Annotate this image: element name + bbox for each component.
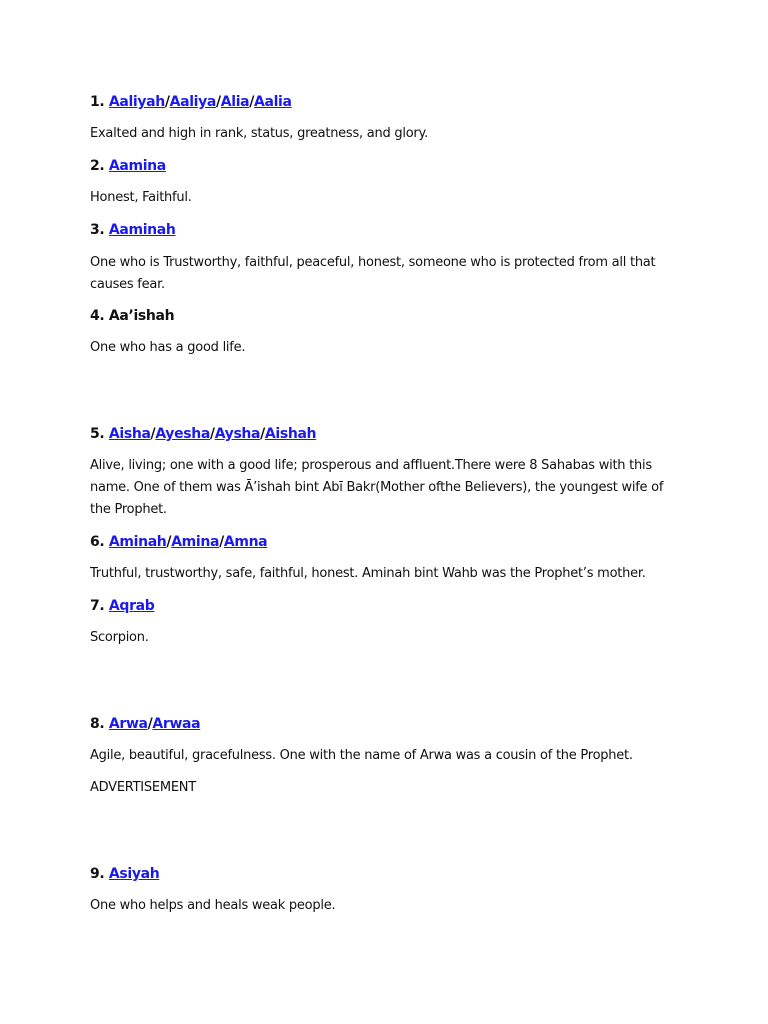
entry-number: 5.: [90, 426, 105, 442]
separator: /: [219, 534, 224, 550]
entry-7-meaning: Scorpion.: [90, 630, 149, 645]
name-link-ayesha[interactable]: Ayesha: [155, 426, 210, 442]
name-link-alia[interactable]: Alia: [220, 94, 250, 110]
name-link-aysha[interactable]: Aysha: [214, 426, 261, 442]
entry-4-heading: [90, 307, 174, 325]
entry-3-heading: [90, 221, 176, 239]
separator: /: [166, 534, 172, 550]
entry-9-heading: [90, 865, 159, 883]
entry-8-meaning: Agile, beautiful, gracefulness. One with the name of Arwa was a cousin of the Prophet.: [90, 748, 633, 763]
entry-1-meaning: Exalted and high in rank, status, greatness, and glory.: [90, 126, 428, 141]
name-link-arwaa[interactable]: Arwaa: [152, 716, 201, 732]
entry-number: 4.: [90, 308, 105, 324]
separator: /: [216, 94, 221, 110]
separator: /: [147, 716, 153, 732]
name-link-aqrab[interactable]: Aqrab: [108, 598, 155, 614]
name-link-aamina[interactable]: Aamina: [108, 158, 166, 174]
name-aaishah: Aa’ishah: [108, 308, 175, 324]
entry-2-heading: [90, 157, 166, 175]
separator: /: [209, 426, 215, 442]
name-link-aaliya[interactable]: Aaliya: [169, 94, 217, 110]
name-link-aisha[interactable]: Aisha: [108, 426, 151, 442]
entry-3-meaning: One who is Trustworthy, faithful, peaceful, honest, someone who is protected from all that causes fear.: [90, 255, 656, 292]
entry-number: 1.: [90, 94, 105, 110]
entry-8-heading: [90, 715, 200, 733]
entry-2-meaning: Honest, Faithful.: [90, 190, 192, 205]
separator: /: [164, 94, 170, 110]
name-link-asiyah[interactable]: Asiyah: [108, 866, 160, 882]
entry-number: 8.: [90, 716, 105, 732]
name-link-aaminah[interactable]: Aaminah: [108, 222, 176, 238]
entry-9-meaning: One who helps and heals weak people.: [90, 898, 336, 913]
entry-number: 3.: [90, 222, 105, 238]
separator: /: [150, 426, 156, 442]
name-link-arwa[interactable]: Arwa: [108, 716, 148, 732]
entry-number: 6.: [90, 534, 105, 550]
name-link-aishah[interactable]: Aishah: [264, 426, 317, 442]
entry-number: 2.: [90, 158, 105, 174]
name-link-aalia[interactable]: Aalia: [254, 94, 292, 110]
entry-6-heading: [90, 533, 267, 551]
name-link-aaliyah[interactable]: Aaliyah: [108, 94, 165, 110]
entry-5-heading: [90, 425, 316, 443]
name-link-aminah[interactable]: Aminah: [108, 534, 167, 550]
entry-6-meaning: Truthful, trustworthy, safe, faithful, honest. Aminah bint Wahb was the Prophet’s mother.: [90, 566, 646, 581]
name-link-amina[interactable]: Amina: [171, 534, 220, 550]
entry-number: 7.: [90, 598, 105, 614]
entry-7-heading: [90, 597, 154, 615]
name-link-amna[interactable]: Amna: [223, 534, 268, 550]
separator: /: [260, 426, 265, 442]
advertisement-label: ADVERTISEMENT: [90, 780, 196, 795]
entry-number: 9.: [90, 866, 105, 882]
entry-5-meaning: Alive, living; one with a good life; prosperous and affluent.There were 8 Sahabas with this name. One of them was Ā’ishah bint Abī Bakr(Mother ofthe Believers), the youngest wife of the Prophet.: [90, 458, 664, 517]
entry-4-meaning: One who has a good life.: [90, 340, 246, 355]
entry-1-heading: [90, 93, 292, 111]
separator: /: [249, 94, 255, 110]
